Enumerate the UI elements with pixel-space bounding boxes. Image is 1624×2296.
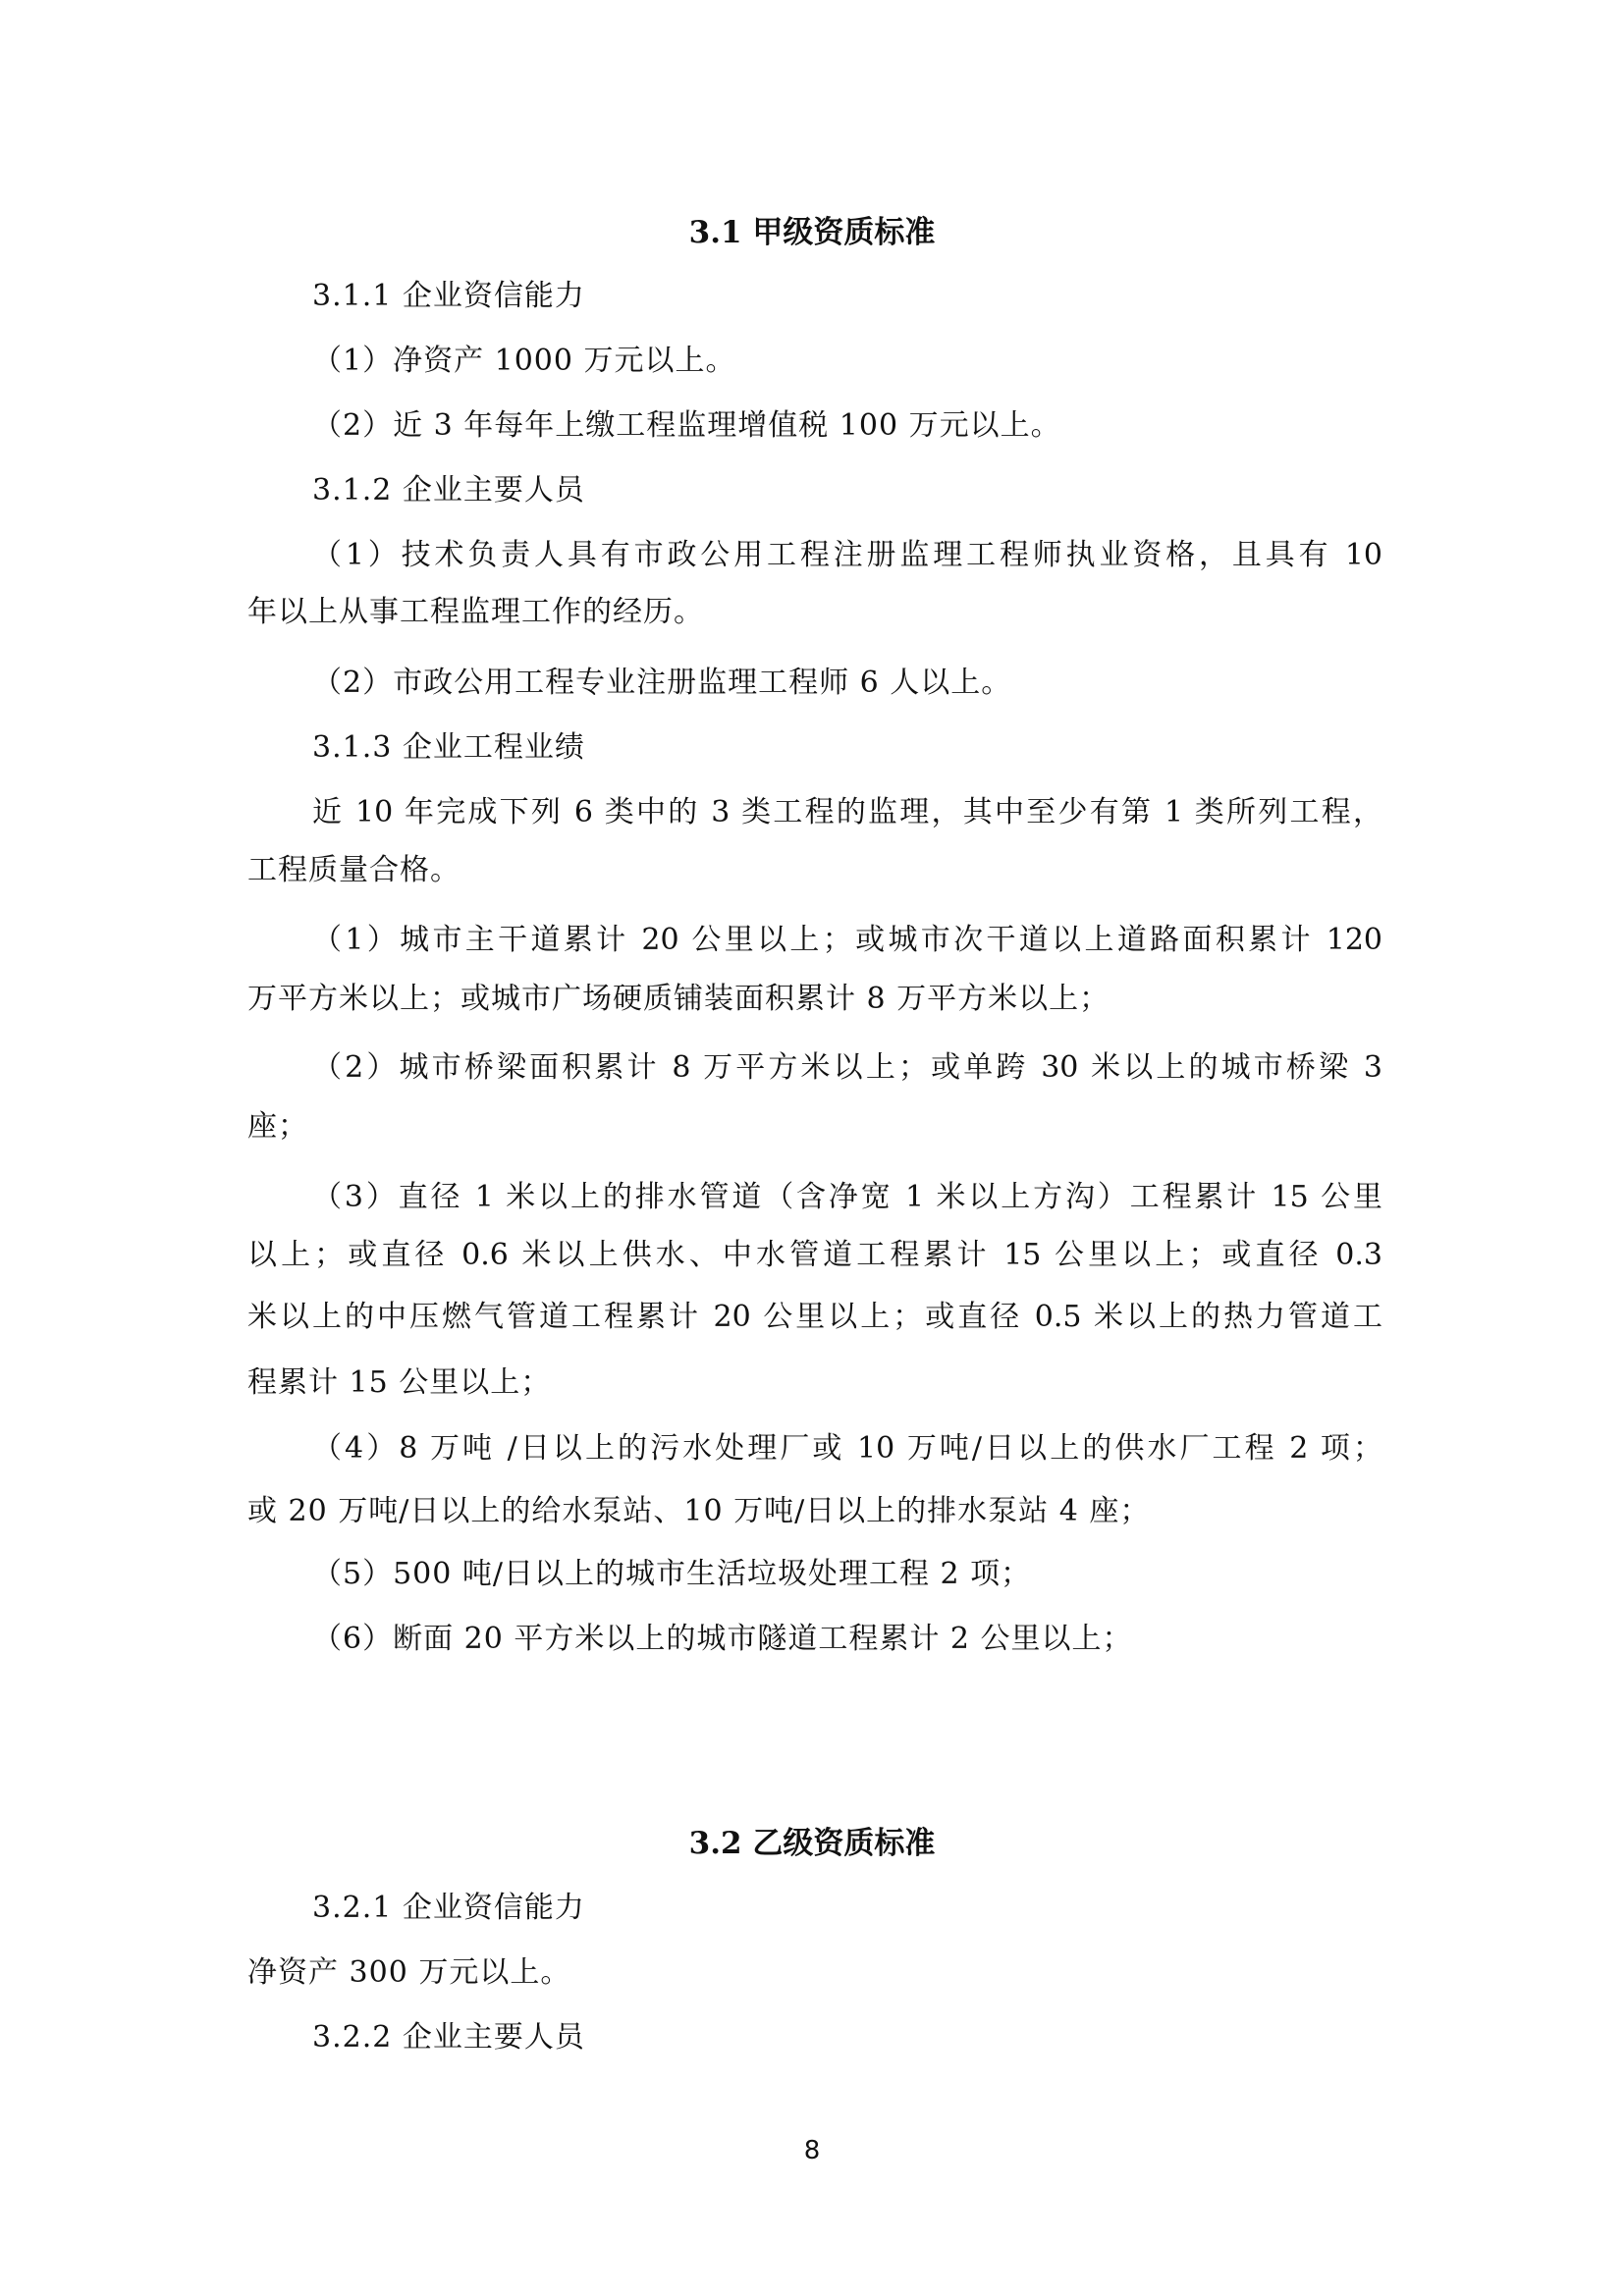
list-item: （2）市政公用工程专业注册监理工程师 6 人以上。 xyxy=(312,666,1012,700)
paragraph-line: （1）城市主干道累计 20 公里以上；或城市次干道以上道路面积累计 120 xyxy=(312,923,1382,957)
paragraph-line: 年以上从事工程监理工作的经历。 xyxy=(247,595,704,629)
paragraph-line: 工程质量合格。 xyxy=(247,853,460,887)
list-item: （1）净资产 1000 万元以上。 xyxy=(312,344,736,378)
subsection-title-3-1-2: 3.1.2 企业主要人员 xyxy=(312,473,585,507)
paragraph-line: （2）城市桥梁面积累计 8 万平方米以上；或单跨 30 米以上的城市桥梁 3 xyxy=(312,1050,1382,1085)
section-heading-3-2: 3.2 乙级资质标准 xyxy=(688,1826,936,1861)
subsection-title-3-1-1: 3.1.1 企业资信能力 xyxy=(312,279,585,313)
paragraph-line: 座； xyxy=(247,1109,308,1144)
paragraph-line: （4）8 万吨 /日以上的污水处理厂或 10 万吨/日以上的供水厂工程 2 项； xyxy=(312,1431,1382,1466)
paragraph-line: 或 20 万吨/日以上的给水泵站、10 万吨/日以上的排水泵站 4 座； xyxy=(247,1494,1151,1528)
paragraph-line: （1）技术负责人具有市政公用工程注册监理工程师执业资格，且具有 10 xyxy=(312,538,1382,572)
list-item: （5）500 吨/日以上的城市生活垃圾处理工程 2 项； xyxy=(312,1557,1032,1591)
paragraph-line: 程累计 15 公里以上； xyxy=(247,1365,552,1400)
list-item: （2）近 3 年每年上缴工程监理增值税 100 万元以上。 xyxy=(312,408,1061,443)
paragraph-line: 万平方米以上；或城市广场硬质铺装面积累计 8 万平方米以上； xyxy=(247,982,1110,1016)
page-number: 8 xyxy=(803,2136,821,2165)
list-item: （6）断面 20 平方米以上的城市隧道工程累计 2 公里以上； xyxy=(312,1622,1133,1656)
paragraph-line: 净资产 300 万元以上。 xyxy=(247,1955,571,1990)
paragraph-line: 近 10 年完成下列 6 类中的 3 类工程的监理，其中至少有第 1 类所列工程， xyxy=(312,795,1382,829)
paragraph-line: （3）直径 1 米以上的排水管道（含净宽 1 米以上方沟）工程累计 15 公里 xyxy=(312,1180,1382,1214)
subsection-title-3-2-2: 3.2.2 企业主要人员 xyxy=(312,2020,585,2055)
paragraph-line: 以上；或直径 0.6 米以上供水、中水管道工程累计 15 公里以上；或直径 0.3 xyxy=(247,1238,1382,1272)
subsection-title-3-2-1: 3.2.1 企业资信能力 xyxy=(312,1891,585,1925)
section-heading-3-1: 3.1 甲级资质标准 xyxy=(688,215,936,250)
subsection-title-3-1-3: 3.1.3 企业工程业绩 xyxy=(312,730,585,765)
paragraph-line: 米以上的中压燃气管道工程累计 20 公里以上；或直径 0.5 米以上的热力管道工 xyxy=(247,1300,1382,1334)
